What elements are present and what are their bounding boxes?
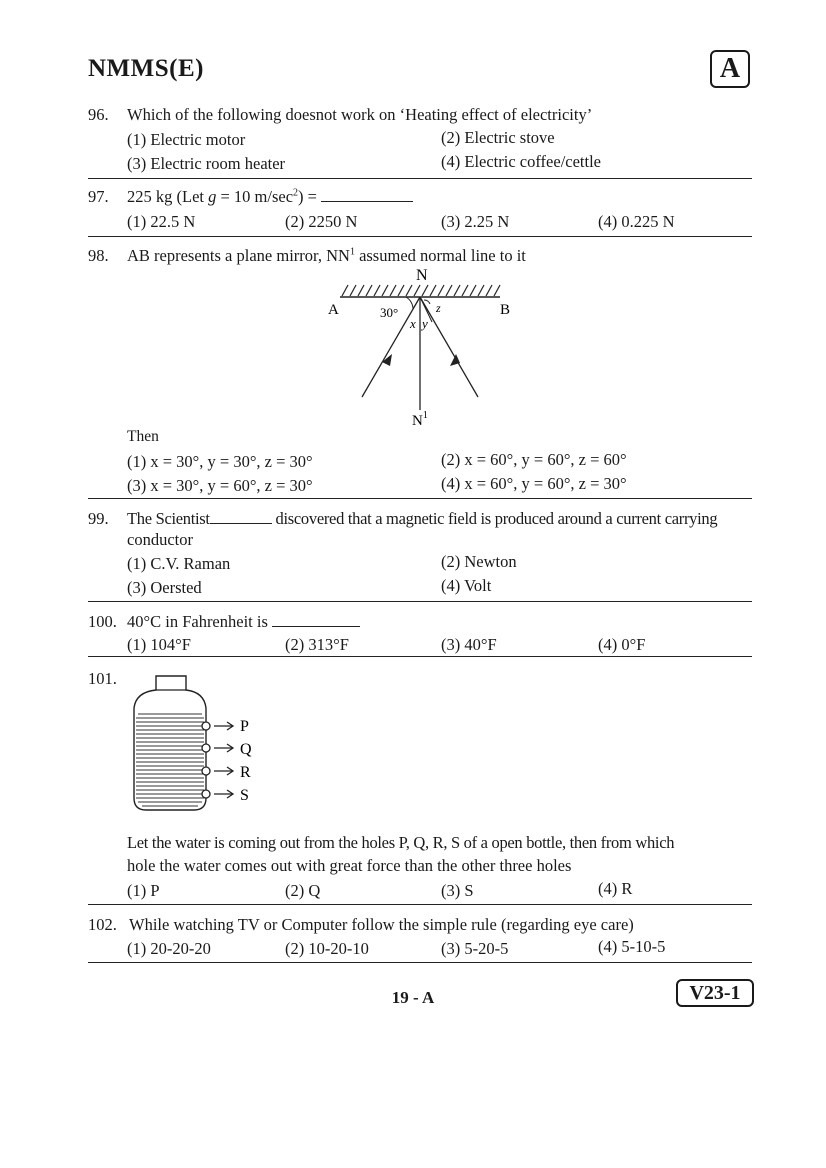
- q96-option-4: (4) Electric coffee/cettle: [441, 152, 602, 171]
- q99-option-1: (1) C.V. Raman: [127, 554, 231, 573]
- q100-option-4: (4) 0°F: [598, 635, 646, 654]
- q99-text-cont: conductor: [127, 530, 193, 549]
- label-n-top: N: [416, 267, 428, 284]
- exam-title: NMMS(E): [88, 55, 204, 82]
- q98-option-2: (2) x = 60°, y = 60°, z = 60°: [441, 450, 627, 469]
- hole-s: [202, 790, 210, 798]
- answer-blank: [321, 201, 413, 202]
- q101-number: 101.: [88, 669, 117, 688]
- q97-option-2: (2) 2250 N: [285, 212, 358, 231]
- q97-option-4: (4) 0.225 N: [598, 212, 675, 231]
- q98-number: 98.: [88, 246, 109, 265]
- angle-arc: [406, 297, 413, 309]
- angle-arc: [424, 300, 430, 304]
- hole-p: [202, 722, 210, 730]
- q96-option-3: (3) Electric room heater: [127, 154, 286, 173]
- q96-option-1: (1) Electric motor: [127, 130, 246, 149]
- label-n-bottom: $N^1$: [412, 410, 428, 429]
- q101-option-1: (1) P: [127, 881, 160, 900]
- q102-option-3: (3) 5-20-5: [441, 939, 509, 958]
- answer-blank: [210, 523, 272, 524]
- q100-option-3: (3) 40°F: [441, 635, 497, 654]
- flow-arrows: [214, 722, 233, 798]
- q99-text: The Scientist discovered that a magnetic field is produced around a current carrying: [127, 509, 718, 528]
- q98-then: Then: [127, 428, 159, 445]
- divider: [88, 236, 752, 237]
- label-r: R: [240, 764, 251, 781]
- label-a: A: [328, 302, 339, 318]
- q99-option-4: (4) Volt: [441, 576, 492, 595]
- label-x: x: [410, 316, 416, 331]
- label-s: S: [240, 787, 249, 804]
- mirror-hatch: [342, 285, 500, 296]
- q102-option-2: (2) 10-20-10: [285, 939, 369, 958]
- divider: [88, 498, 752, 499]
- reflected-ray: [420, 297, 478, 397]
- q100-number: 100.: [88, 612, 117, 631]
- q96-option-2: (2) Electric stove: [441, 128, 555, 147]
- label-b: B: [500, 302, 511, 318]
- q102-number: 102.: [88, 915, 117, 934]
- divider: [88, 904, 752, 905]
- q98-text: AB represents a plane mirror, $NN^1$ assumed normal line to it: [127, 246, 526, 265]
- divider: [88, 601, 752, 602]
- q97-number: 97.: [88, 187, 109, 206]
- label-z: z: [436, 301, 441, 315]
- q101-option-4: (4) R: [598, 879, 633, 898]
- q102-text: While watching TV or Computer follow the simple rule (regarding eye care): [129, 915, 634, 934]
- divider: [88, 656, 752, 657]
- hole-r: [202, 767, 210, 775]
- divider: [88, 962, 752, 963]
- q100-text: 40°C in Fahrenheit is: [127, 612, 360, 632]
- q98-option-1: (1) x = 30°, y = 30°, z = 30°: [127, 452, 313, 471]
- q99-option-2: (2) Newton: [441, 552, 517, 571]
- q101-text-line2: hole the water comes out with great force than the other three holes: [127, 856, 572, 875]
- bottle-diagram: [128, 668, 278, 818]
- label-q: Q: [240, 741, 252, 758]
- q98-option-4: (4) x = 60°, y = 60°, z = 30°: [441, 474, 627, 493]
- label-p: P: [240, 718, 249, 735]
- q100-option-1: (1) 104°F: [127, 635, 191, 654]
- divider: [88, 178, 752, 179]
- hole-q: [202, 744, 210, 752]
- answer-blank: [272, 626, 360, 627]
- q98-option-3: (3) x = 30°, y = 60°, z = 30°: [127, 476, 313, 495]
- q97-option-1: (1) 22.5 N: [127, 212, 196, 231]
- mirror-reflection-diagram: [320, 262, 520, 432]
- q97-text: 225 kg (Let g = 10 $m/\sec^2$) =: [127, 187, 413, 207]
- label-angle-30: 30°: [380, 305, 399, 320]
- q97-option-3: (3) 2.25 N: [441, 212, 510, 231]
- q102-option-1: (1) 20-20-20: [127, 939, 211, 958]
- q101-option-2: (2) Q: [285, 881, 321, 900]
- q100-option-2: (2) 313°F: [285, 635, 349, 654]
- q99-option-3: (3) Oersted: [127, 578, 202, 597]
- page-number: 19 - A: [391, 988, 435, 1007]
- q99-number: 99.: [88, 509, 109, 528]
- q96-text: Which of the following doesnot work on ‘Heating effect of electricity’: [127, 105, 593, 124]
- q96-number: 96.: [88, 105, 109, 124]
- q101-text-line1: Let the water is coming out from the holes P, Q, R, S of a open bottle, then from which: [127, 833, 675, 852]
- version-badge: V23-1: [676, 979, 754, 1007]
- water-lines: [136, 714, 204, 806]
- q101-option-3: (3) S: [441, 881, 474, 900]
- set-badge: A: [710, 50, 750, 88]
- q102-option-4: (4) 5-10-5: [598, 937, 666, 956]
- label-y: y: [422, 316, 428, 331]
